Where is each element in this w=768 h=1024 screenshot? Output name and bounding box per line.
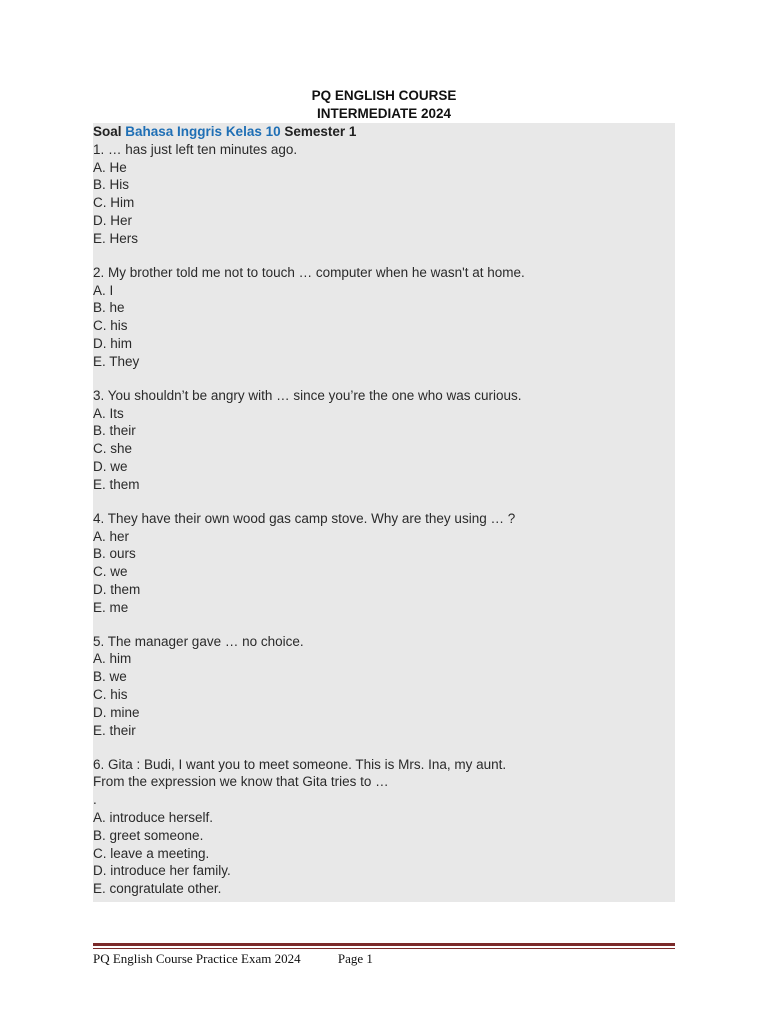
answer-option: E. They (93, 353, 140, 369)
title-line-1: PQ ENGLISH COURSE (311, 88, 457, 103)
answer-option: E. me (93, 599, 129, 615)
answer-option: B. we (93, 669, 127, 685)
question-block (93, 510, 675, 617)
answer-option: D. Her (93, 212, 133, 228)
subject-line (93, 123, 675, 141)
question-block (93, 756, 675, 898)
answer-option: A. I (93, 282, 114, 298)
answer-option: D. we (93, 458, 128, 474)
answer-option: A. her (93, 528, 130, 544)
answer-option: D. introduce her family. (93, 863, 231, 879)
answer-option: C. we (93, 564, 128, 580)
answer-option: C. Him (93, 195, 135, 211)
exam-content (93, 123, 675, 902)
question-text-continued: . (93, 792, 97, 808)
answer-option: D. them (93, 581, 141, 597)
answer-option: C. she (93, 441, 133, 457)
question-block (93, 141, 675, 248)
answer-option: B. His (93, 177, 130, 193)
answer-option: E. their (93, 722, 136, 738)
answer-option: B. ours (93, 546, 136, 562)
footer-divider-thin (93, 948, 675, 949)
answer-option: C. leave a meeting. (93, 845, 210, 861)
question-spacer (93, 371, 675, 387)
subject-link[interactable]: Bahasa Inggris Kelas 10 (125, 124, 281, 139)
answer-option: A. introduce herself. (93, 810, 214, 826)
title-line-2: INTERMEDIATE 2024 (316, 106, 452, 121)
question-text: 3. You shouldn’t be angry with … since you’re the one who was curious. (93, 387, 522, 403)
question-block (93, 387, 675, 494)
answer-option: C. his (93, 687, 128, 703)
page-number: Page 1 (337, 951, 373, 966)
answer-option: D. him (93, 335, 133, 351)
question-spacer (93, 248, 675, 264)
answer-option: B. their (93, 423, 136, 439)
answer-option: B. greet someone. (93, 827, 204, 843)
question-text: 4. They have their own wood gas camp stove. Why are they using … ? (93, 510, 516, 526)
question-spacer (93, 494, 675, 510)
answer-option: A. Its (93, 405, 124, 421)
question-text: 1. … has just left ten minutes ago. (93, 141, 298, 157)
footer-divider (93, 943, 675, 946)
question-text-continued: From the expression we know that Gita tries to … (93, 774, 389, 790)
answer-option: C. his (93, 318, 128, 334)
answer-option: A. him (93, 651, 132, 667)
question-spacer (93, 739, 675, 755)
question-text: 5. The manager gave … no choice. (93, 633, 304, 649)
answer-option: B. he (93, 300, 125, 316)
answer-option: A. He (93, 159, 127, 175)
subject-suffix: Semester 1 (284, 124, 357, 139)
question-text: 2. My brother told me not to touch … computer when he wasn't at home. (93, 264, 525, 280)
answer-option: D. mine (93, 704, 140, 720)
page-footer (93, 950, 373, 968)
subject-prefix: Soal (93, 124, 122, 139)
footer-text: PQ English Course Practice Exam 2024 (93, 951, 301, 966)
question-block (93, 633, 675, 740)
question-block (93, 264, 675, 371)
answer-option: E. congratulate other. (93, 881, 222, 897)
question-text: 6. Gita : Budi, I want you to meet someone. This is Mrs. Ina, my aunt. (93, 756, 507, 772)
answer-option: E. Hers (93, 230, 139, 246)
question-spacer (93, 616, 675, 632)
question-list (93, 141, 675, 898)
answer-option: E. them (93, 476, 140, 492)
document-title (0, 87, 768, 123)
